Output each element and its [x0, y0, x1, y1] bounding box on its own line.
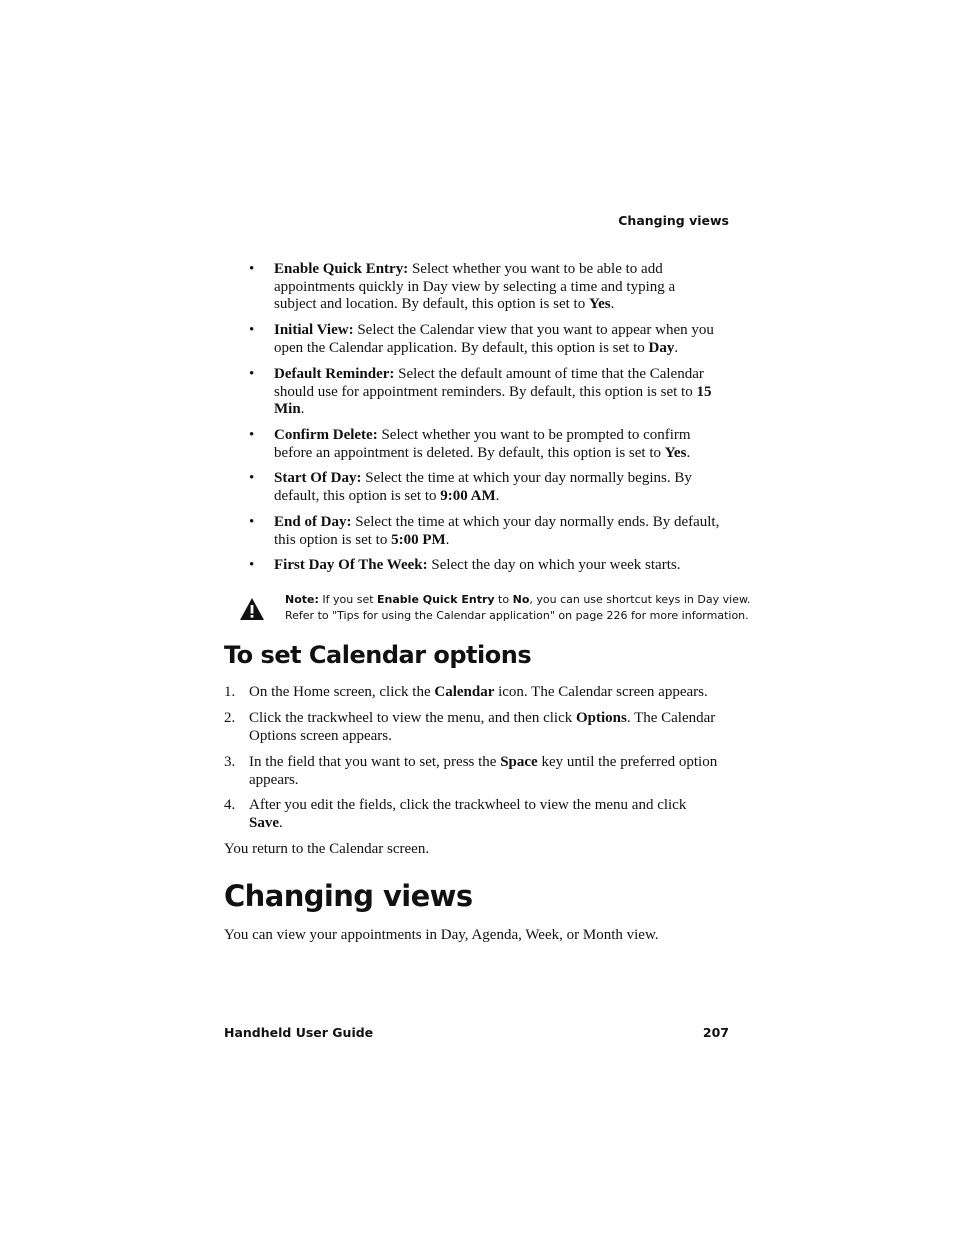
step-item [249, 684, 739, 702]
page-number: 207 [702, 1025, 729, 1040]
step-number: 3. [224, 754, 236, 770]
running-header: Changing views [618, 213, 729, 228]
bold-term: Yes [588, 296, 611, 312]
step-item [249, 797, 739, 832]
bold-term: 9:00 AM [440, 487, 496, 504]
text-run: In the field that you want to set, press the [249, 754, 501, 770]
text-run: . [610, 296, 615, 312]
list-item [274, 322, 744, 357]
bold-term: Options [575, 710, 627, 726]
bold-term: Initial View: [274, 322, 354, 338]
note-text [285, 592, 750, 623]
intro-text: You can view your appointments in Day, Agenda, Week, or Month view. [224, 927, 659, 943]
bold-term: Start Of Day: [274, 470, 362, 486]
list-item [274, 427, 744, 462]
text-run: . The Calendar Options screen appears. [249, 710, 716, 744]
list-item [274, 470, 744, 505]
step-number: 2. [224, 710, 236, 726]
bullet-icon: • [249, 322, 255, 338]
text-run: . [495, 487, 500, 504]
text-run: . [674, 339, 679, 356]
step-number: 4. [224, 797, 236, 813]
text-run: . [686, 444, 691, 461]
text-run: On the Home screen, click the [249, 684, 435, 700]
result-text: You return to the Calendar screen. [224, 841, 430, 857]
bold-term: No [512, 593, 530, 606]
footer-guide-title: Handheld User Guide [224, 1025, 374, 1040]
list-item [274, 557, 744, 575]
text-run: Select whether you want to be able to add appointments quickly in Day view by selecting a time and typing a subject and location. By default, this option is set to [274, 261, 676, 312]
bold-term: Save [249, 814, 279, 831]
text-run: Select the Calendar view that you want to appear when you open the Calendar application. By default, this option is set to [274, 322, 714, 356]
page-heading: Changing views [224, 879, 473, 913]
bold-term: First Day Of The Week: [274, 557, 428, 573]
step-number: 1. [224, 684, 236, 700]
bold-term: End of Day: [274, 514, 352, 530]
bullet-icon: • [249, 514, 255, 530]
bullet-icon: • [249, 557, 255, 573]
bold-term: 5:00 PM [391, 531, 446, 548]
text-run: After you edit the fields, click the trackwheel to view the menu and click [249, 797, 687, 813]
list-item [274, 514, 744, 549]
bullet-icon: • [249, 261, 255, 277]
text-run: . [279, 814, 283, 831]
bullet-icon: • [249, 470, 255, 486]
text-run: Select the default amount of time that the Calendar should use for appointment reminders. By default, this option is set to [274, 366, 704, 400]
text-run: Select the time at which your day normally ends. By default, this option is set to [274, 514, 720, 548]
bullet-icon: • [249, 427, 255, 443]
text-run: key until the preferred option appears. [249, 754, 718, 788]
warning-icon [239, 597, 265, 621]
section-heading: To set Calendar options [224, 641, 532, 669]
text-run: Select the day on which your week starts. [427, 557, 681, 573]
text-run: , you can use shortcut keys in Day view. Refer to "Tips for using the Calendar application" on page 226 for more information. [285, 593, 751, 622]
bold-term: Calendar [434, 684, 495, 700]
bold-term: Enable Quick Entry [377, 593, 495, 606]
list-item [274, 366, 744, 419]
step-item [249, 710, 739, 745]
text-run: icon. The Calendar screen appears. [494, 684, 708, 700]
list-item [274, 261, 744, 314]
bold-term: Confirm Delete: [274, 427, 378, 443]
text-run: Select whether you want to be prompted to confirm before an appointment is deleted. By default, this option is set to [274, 427, 691, 461]
step-item [249, 754, 739, 789]
bold-term: Day [648, 339, 675, 356]
bold-term: Yes [664, 444, 687, 461]
text-run: If you set [318, 593, 378, 606]
bold-term: Enable Quick Entry: [274, 261, 409, 277]
text-run: Click the trackwheel to view the menu, and then click [249, 710, 576, 726]
bold-term: Default Reminder: [274, 366, 395, 382]
bold-term: Note: [285, 593, 319, 606]
bullet-icon: • [249, 366, 255, 382]
text-run: Select the time at which your day normally begins. By default, this option is set to [274, 470, 692, 504]
text-run: . [300, 401, 305, 417]
text-run: to [494, 593, 513, 606]
bold-term: 15 Min [274, 383, 712, 417]
bold-term: Space [500, 754, 538, 770]
text-run: . [445, 531, 450, 548]
